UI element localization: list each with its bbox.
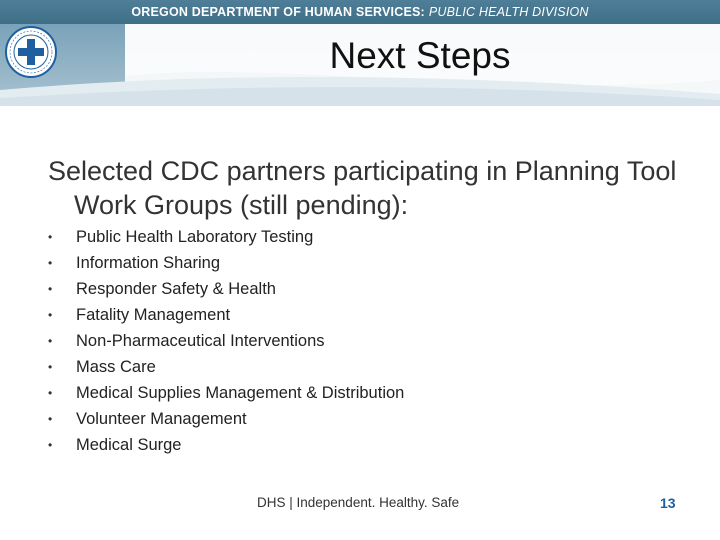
bullet-icon: • <box>48 360 53 374</box>
list-item-label: Mass Care <box>76 358 156 376</box>
health-department-seal-icon <box>5 26 57 78</box>
list-item <box>48 329 648 355</box>
bullet-icon: • <box>48 386 53 400</box>
page-number: 13 <box>660 495 676 511</box>
list-item <box>48 251 648 277</box>
list-item-label: Medical Surge <box>76 436 182 454</box>
bullet-icon: • <box>48 282 53 296</box>
list-item <box>48 303 648 329</box>
bullet-icon: • <box>48 308 53 322</box>
list-item-label: Fatality Management <box>76 306 231 324</box>
list-item-label: Responder Safety & Health <box>76 280 276 298</box>
list-item <box>48 381 648 407</box>
header-bar <box>0 0 720 24</box>
bullet-icon: • <box>48 256 53 270</box>
header-division: PUBLIC HEALTH DIVISION <box>428 5 589 19</box>
list-item <box>48 433 648 459</box>
list-item <box>48 225 648 251</box>
list-item-label: Public Health Laboratory Testing <box>76 228 314 246</box>
bullet-icon: • <box>48 230 53 244</box>
lead-paragraph: Selected CDC partners participating in Planning Tool Work Groups (still pending): <box>48 156 677 220</box>
list-item <box>48 277 648 303</box>
work-group-list <box>48 225 648 459</box>
list-item <box>48 355 648 381</box>
slide-title: Next Steps <box>329 35 511 76</box>
bullet-icon: • <box>48 438 53 452</box>
footer-tagline: DHS | Independent. Healthy. Safe <box>257 495 460 510</box>
list-item <box>48 407 648 433</box>
list-item-label: Medical Supplies Management & Distribution <box>76 384 405 402</box>
bullet-icon: • <box>48 412 53 426</box>
list-item-label: Information Sharing <box>76 254 220 272</box>
list-item-label: Non-Pharmaceutical Interventions <box>76 332 325 350</box>
header-organization: OREGON DEPARTMENT OF HUMAN SERVICES: <box>131 5 425 19</box>
list-item-label: Volunteer Management <box>76 410 247 428</box>
bullet-icon: • <box>48 334 53 348</box>
